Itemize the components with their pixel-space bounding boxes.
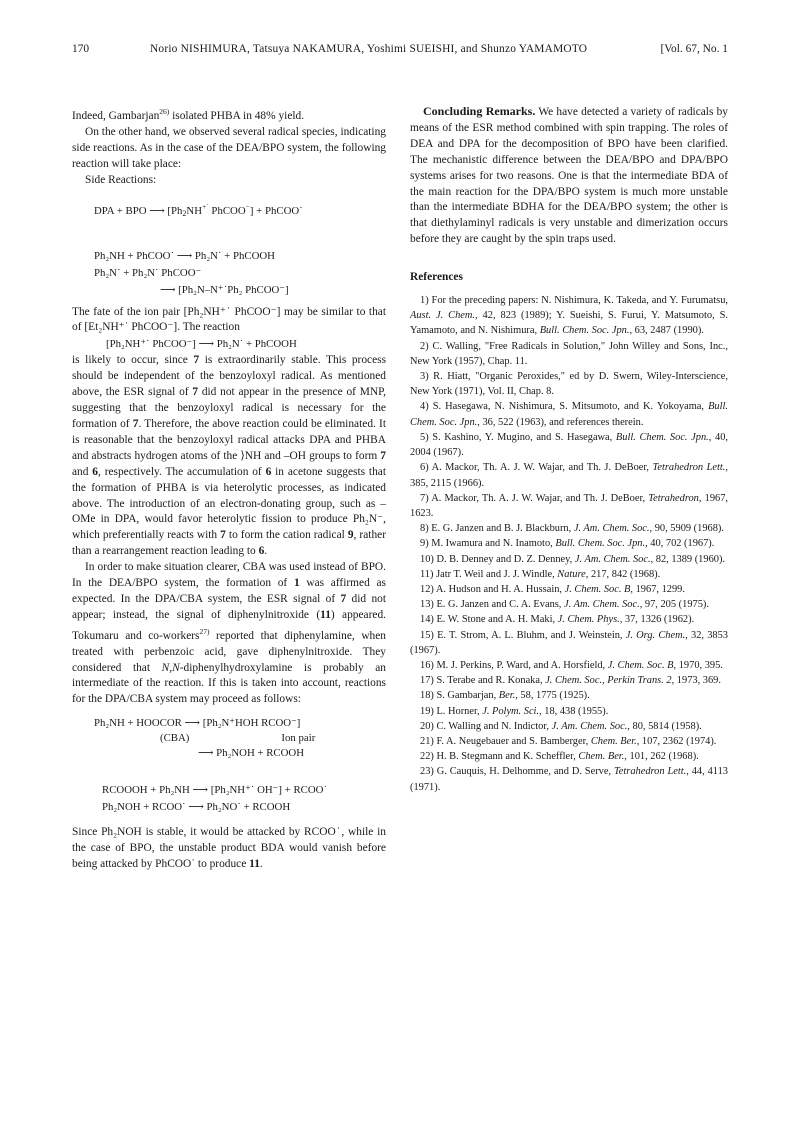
running-authors: Norio NISHIMURA, Tatsuya NAKAMURA, Yoshimi SUEISHI, and Shunzo YAMAMOTO: [150, 43, 588, 55]
left-column: [72, 104, 386, 873]
reference-item: 1) For the preceding papers: N. Nishimura, K. Takeda, and Y. Furumatsu, Aust. J. Chem., 42, 823 (1989); Y. Sueishi, S. Furui, Y. Matsumoto, S. Yamamoto, and N. Nishimura, Bull. Chem. Soc. Jpn., 63, 2487 (1990).: [410, 295, 728, 337]
reference-item: 22) H. B. Stegmann and K. Scheffler, Chem. Ber., 101, 262 (1968).: [420, 751, 699, 763]
side-reactions-label: Side Reactions:: [85, 173, 157, 186]
reference-item: 12) A. Hudson and H. A. Hussain, J. Chem. Soc. B, 1967, 1299.: [420, 583, 685, 595]
paragraph: The fate of the ion pair [Ph₂NH⁺˙ PhCOO⁻] may be similar to that of [Et₂NH⁺˙ PhCOO⁻]. The reaction: [72, 305, 386, 334]
equation: RCOOOH + Ph₂NH ⟶ [Ph₂NH⁺˙ OH⁻] + RCOO˙: [102, 784, 328, 797]
reference-item: 13) E. G. Janzen and C. A. Evans, J. Am. Chem. Soc., 97, 205 (1975).: [420, 599, 709, 611]
reference-item: 9) M. Iwamura and N. Inamoto, Bull. Chem. Soc. Jpn., 40, 702 (1967).: [420, 538, 715, 550]
reference-item: 8) E. G. Janzen and B. J. Blackburn, J. Am. Chem. Soc., 90, 5909 (1968).: [420, 523, 724, 535]
reference-item: 23) G. Cauquis, H. Delhomme, and D. Serve, Tetrahedron Lett., 44, 4113 (1971).: [410, 766, 728, 793]
references-heading: References: [410, 271, 463, 284]
page-header: [72, 43, 728, 61]
volume-info: [Vol. 67, No. 1: [660, 43, 728, 55]
equation: ⟶ Ph₂NOH + RCOOH: [198, 747, 305, 760]
equation: Ph₂NH + HOOCOR ⟶ [Ph₂N⁺HOH RCOO⁻]: [94, 717, 301, 730]
reference-item: 7) A. Mackor, Th. A. J. W. Wajar, and Th. J. DeBoer, Tetrahedron, 1967, 1623.: [410, 492, 728, 519]
references-list: [410, 293, 728, 795]
page-number: 170: [72, 43, 90, 55]
paragraph: On the other hand, we observed several radical species, indicating side reactions. As in the case of the DEA/BPO system, the following reaction will take place:: [72, 125, 386, 170]
section-heading: Concluding Remarks.: [423, 104, 536, 118]
paragraph: is likely to occur, since 7 is extraordinarily stable. This process should be independent of the benzoyloxyl radical. As mentioned above, the ESR signal of 7 did not appear in the presence of MNP, suggesting that the benzoyloxyl radical is necessary for the formation of 7. Therefore, the above reaction could be eliminated. It is reasonable that the benzoyloxyl radical attacks DPA and PHBA and abstracts hydrogen atoms of the ⟩NH and –OH groups to form 7 and 6, respectively. The accumulation of 6 in acetone suggests that the formation of PHBA is via heterolytic processes, as indicated above. The introduction of an electron-donating group, such as –OMe in DPA, would favor heterolytic fission to produce Ph₂N⁻, which preferentially reacts with 7 to form the cation radical 9, rather than a rearrangement reaction leading to 6.: [72, 354, 387, 558]
reference-item: 10) D. B. Denney and D. Z. Denney, J. Am. Chem. Soc., 82, 1389 (1960).: [420, 553, 726, 565]
right-column: [410, 104, 728, 795]
paragraph: Since Ph₂NOH is stable, it would be attacked by RCOO˙, while in the case of BPO, the unstable product BDA would vanish before being attacked by PhCOO˙ to produce 11.: [72, 826, 386, 871]
reference-item: 17) S. Terabe and R. Konaka, J. Chem. Soc., Perkin Trans. 2, 1973, 369.: [420, 675, 721, 687]
equation: ⟶ [Ph₂N–N⁺˙Ph₂ PhCOO⁻]: [160, 283, 289, 296]
reference-item: 2) C. Walling, "Free Radicals in Solution," John Willey and Sons, Inc., New York (1957), Chap. 11.: [410, 340, 728, 367]
reference-item: 16) M. J. Perkins, P. Ward, and A. Horsfield, J. Chem. Soc. B, 1970, 395.: [420, 659, 723, 671]
reference-item: 5) S. Kashino, Y. Mugino, and S. Hasegawa, Bull. Chem. Soc. Jpn., 40, 2004 (1967).: [410, 431, 729, 459]
reference-item: 3) R. Hiatt, "Organic Peroxides," ed by D. Swern, Wiley-Interscience, New York (1971), Vol. II, Chap. 8.: [410, 371, 728, 398]
paragraph: In order to make situation clearer, CBA was used instead of BPO. In the DEA/BPO system, the formation of 1 was affirmed as expected. In the DPA/CBA system, the ESR signal of 7 did not appear; instead, the signal of diphenylnitroxide (11) appeared. Tokumaru and co-workers$^{27)}$ reported that diphenylamine, when treated with perbenzoic acid, gave diphenylnitroxide. They considered that N,N-diphenylhydroxylamine is probably an intermediate of the reaction. If this is taken into account, reactions for the DPA/CBA system may proceed as follows:: [72, 561, 387, 706]
reference-item: 11) Jatr T. Weil and J. J. Windle, Nature, 217, 842 (1968).: [420, 568, 661, 580]
equation-caption: (CBA) Ion pair: [160, 732, 316, 745]
reference-item: 19) L. Horner, J. Polym. Sci., 18, 438 (1955).: [420, 705, 609, 717]
equation: Ph₂NH + PhCOO˙ ⟶ Ph₂N˙ + PhCOOH: [94, 249, 275, 262]
equation: [Ph₂NH⁺˙ PhCOO⁻] ⟶ Ph₂N˙ + PhCOOH: [106, 338, 297, 351]
reference-item: 14) E. W. Stone and A. H. Maki, J. Chem. Phys., 37, 1326 (1962).: [420, 614, 695, 626]
reference-item: 15) E. T. Strom, A. L. Bluhm, and J. Weinstein, J. Org. Chem., 32, 3853 (1967).: [410, 629, 729, 656]
equation: DPA + BPO ⟶ [$Ph_2NH^{+˙}$ PhCOO−] + PhCOO˙: [94, 201, 303, 218]
reference-item: 18) S. Gambarjan, Ber., 58, 1775 (1925).: [420, 690, 590, 702]
reference-item: 20) C. Walling and N. Indictor, J. Am. Chem. Soc., 80, 5814 (1958).: [420, 720, 702, 732]
equation: Ph₂NOH + RCOO˙ ⟶ Ph₂NO˙ + RCOOH: [102, 801, 291, 814]
concluding-remarks: Concluding Remarks. We have detected a variety of radicals by means of the ESR method combined with spin trapping. The roles of DEA and DPA for the decomposition of BPO have been clarified. The mechanistic difference between the DEA/BPO and DPA/BPO systems arises for two reasons. One is that the intermediate BDA of the main reaction for the DPA/BPO system is much more unstable than the intermediate BDHA for the DEA/BPO system; the other is that diethylaminyl radicals is very unstable and dimerization occurs before they are caught by the spin traps used.: [410, 104, 728, 246]
paragraph: Indeed, Gambarjan$^{26)}$ isolated PHBA in 48% yield.: [72, 107, 305, 122]
reference-item: 6) A. Mackor, Th. A. J. W. Wajar, and Th. J. DeBoer, Tetrahedron Lett., 385, 2115 (1966).: [410, 462, 728, 489]
reference-item: 4) S. Hasegawa, N. Nishimura, S. Mitsumoto, and K. Yokoyama, Bull. Chem. Soc. Jpn., 36, 522 (1963), and references therein.: [410, 401, 728, 428]
reference-item: 21) F. A. Neugebauer and S. Bamberger, Chem. Ber., 107, 2362 (1974).: [420, 735, 717, 747]
equation: Ph₂N˙ + Ph₂N˙ PhCOO⁻: [94, 266, 202, 279]
